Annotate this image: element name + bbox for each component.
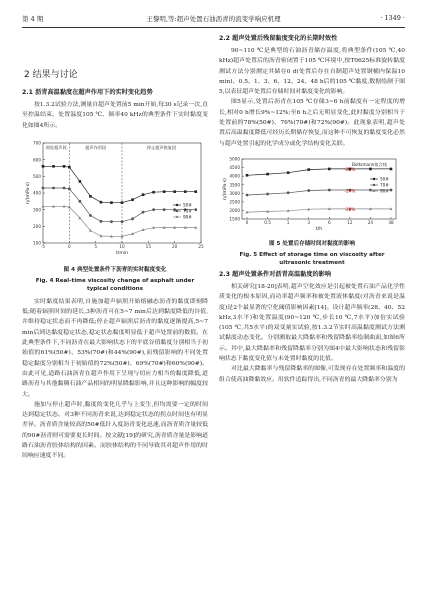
data-point [328, 168, 331, 171]
data-point [163, 190, 166, 193]
data-point [266, 193, 269, 196]
data-point [142, 211, 145, 214]
y-tick-label: 600 [33, 157, 41, 163]
data-point [142, 193, 145, 196]
data-point [287, 191, 290, 194]
y-axis-label: η/(mPa·s) [26, 182, 31, 204]
data-point [328, 189, 331, 192]
data-point [52, 165, 55, 168]
data-point [89, 214, 92, 217]
percent-change-label: -24% [344, 188, 356, 194]
legend-label: 50# [380, 176, 389, 182]
y-tick-label: 300 [33, 207, 41, 213]
x-tick-label: 3 [307, 219, 311, 225]
legend-label: 70# [380, 182, 389, 188]
x-axis-label: t/min [115, 250, 129, 256]
figure-5-caption-en: Fig. 5 Effect of storage time on viscosity after ultrasonic treatment [239, 251, 385, 266]
y-tick-label: 2000 [229, 207, 240, 213]
figure-5-chart [220, 153, 404, 237]
phase-label-ultrasonic: 超声作用段 [85, 144, 107, 150]
paragraph: 相关研究[18-20]表明,超声空化效应是引起被处置石油产品化学性质变化的根本原因,而功率超声频率和被处置液体黏度(对沥青来说是温度)是2个最显著的空化阈值影响因素[14]。设计超声频率(28、40、52 kHz,3水平)和处置温度(90~120 ℃,步长10 ℃,7水平)加倍实试验(105 ℃,共5水平)的双变量实试验,按1.3.2节实时高温黏度测试方法测试黏度动态变化。分别测取最大降黏率和残留降黏率绘制曲面,如图6所示。其中,最大降黏率和残留降黏率分别为图4中最大影响状态和残留影响状态下黏度变化值与未处置时黏度的比值。 [219, 283, 405, 363]
data-point [152, 208, 155, 211]
x-tick-label: 12 [347, 219, 353, 225]
data-point [287, 171, 290, 174]
x-tick-label: 0 [245, 219, 249, 225]
y-axis-label: η/(mPa·s) [223, 178, 228, 200]
figure-5-caption-cn: 图 5 处置后存储时间对黏度的影响 [268, 240, 356, 247]
x-tick-label: 5 [94, 243, 98, 249]
data-point [369, 168, 372, 171]
paragraph: 90~110 ℃是典型的石油沥青储存温度,将典型条件(105 ℃,40 kHz)超声处置后的沥青密闭置于105 ℃环境中,按T0625标准旋转黏度测试方法分别测定其储存0 d(处置后存在自制超声处置钢桶内保温10 min)、0.5、1、3、6、12、24、48 h后的105 ℃黏度,数据绘制于图5,以表征超声处置后存储时间对黏度变化的影响。 [219, 48, 405, 96]
data-point [131, 198, 134, 201]
y-tick-label: 400 [33, 190, 41, 196]
x-tick-label: 1 [286, 219, 290, 225]
x-tick-label: 0 [67, 243, 71, 249]
data-point [307, 168, 310, 171]
data-point [42, 165, 45, 168]
x-tick-label: 48 [388, 219, 394, 225]
y-tick-label: 200 [33, 223, 41, 229]
percent-change-label: -28% [344, 207, 356, 213]
data-point [63, 165, 66, 168]
figure-4-caption-cn: 图 4 典型处置条件下沥青的实时黏度变化 [63, 266, 167, 273]
legend-label: 70# [183, 208, 192, 214]
x-tick-label: 24 [367, 219, 374, 225]
y-tick-label: 4500 [229, 165, 240, 171]
data-point [246, 194, 249, 197]
y-tick-label: 700 [33, 140, 41, 146]
data-point [246, 174, 249, 177]
data-point [266, 173, 269, 176]
data-point [63, 186, 66, 189]
data-point [152, 191, 155, 194]
data-point [173, 190, 176, 193]
x-tick-label: 6 [327, 219, 331, 225]
series-line-90# [43, 206, 196, 236]
legend-label: 90# [183, 214, 192, 220]
data-point [194, 190, 197, 193]
x-tick-label: 25 [198, 243, 204, 249]
data-point [110, 201, 113, 204]
data-point [131, 217, 134, 220]
paragraph: 按1.3.2试验方法,测量自超声处置前5 min开始,每30 s记录一次,直至控温结束。处置温度105 ℃、频率40 kHz的典型条件下实时黏度变化如图4所示。 [22, 102, 208, 129]
data-point [390, 189, 393, 192]
right-column [219, 32, 405, 385]
y-tick-label: 500 [33, 173, 41, 179]
y-tick-label: 1500 [229, 216, 240, 222]
fit-line-label: Boltzmann拟合线 [352, 161, 387, 167]
x-tick-label: 10 [119, 243, 125, 249]
figure-4-caption-en: Fig. 4 Real-time viscosity change of asphalt under typical conditions [35, 277, 195, 292]
data-point [42, 186, 45, 189]
legend-marker [373, 190, 375, 192]
subsection-2-3-heading: 2.3 超声处置条件对沥青高温黏度的影响 [219, 270, 332, 278]
y-tick-label: 5000 [229, 156, 240, 162]
subsection-2-1-heading: 2.1 沥青高温黏度在超声作用下的实时变化趋势 [22, 89, 153, 96]
x-tick-label: 0.5 [264, 219, 271, 225]
x-axis-label: t/h [315, 226, 323, 232]
section-heading: 2 结果与讨论 [24, 70, 78, 80]
phase-label-pre: 预处超声段 [45, 144, 67, 150]
y-tick-label: 100 [33, 240, 41, 246]
subsection-2-2-heading: 2.2 超声处置后残留黏度变化的长期时效性 [219, 35, 338, 42]
y-tick-label: 3000 [229, 190, 240, 196]
legend-marker [176, 210, 178, 212]
data-point [184, 190, 187, 193]
data-point [110, 220, 113, 223]
data-point [173, 208, 176, 211]
data-point [100, 201, 103, 204]
y-tick-label: 4000 [229, 173, 240, 179]
data-point [390, 168, 393, 171]
issue-number: 第 4 期 [22, 15, 44, 23]
percent-change-label: -22% [344, 166, 356, 172]
legend-marker [176, 204, 178, 206]
left-column [22, 32, 208, 462]
page-number: · 1349 · [380, 14, 405, 22]
data-point [194, 208, 197, 211]
phase-label-recovery: 停止超声恢复段 [146, 144, 177, 150]
article-running-title: 王黎明,等:超声处置石油沥青的流变学响应机理 [146, 15, 281, 23]
legend-label: 50# [183, 202, 192, 208]
figure-4-chart [23, 135, 207, 263]
legend-marker [176, 216, 178, 218]
data-point [100, 220, 103, 223]
paragraph: 图5显示,处置后沥青在105 ℃存储3~6 h前黏度有一定程度的增长,相对0 h增长9%~12%;至6 h之后无明显变化,此时黏度分别相当于处置前的78%(50#)、76%(70#)和72%(90#)。此现象表明,超声处置后高温黏度降低可经历长期储存恢复,而这种不可恢复的黏度变化必然与超声处置引起的化学成分或化学结构变化关联。 [219, 99, 405, 147]
paragraph: 施加与停止超声时,黏度的变化几乎与上变生,但均需要一定的时间达到稳定状态。对3种不同沥青来说,达到稳定状态的拐点时间也有明显差异。沥青质含量较高的50#低针入度沥青变化迅速,而沥青质含量较低的90#沥青则可需要更长时间。按文献[19]的研究,沥青质含量是影响道路石油沥青胶体结构的因素。而胶体结构的不同导致其对超声作用的时间响应速度不同。 [22, 401, 208, 460]
y-tick-label: 2500 [229, 199, 240, 205]
data-point [307, 189, 310, 192]
data-point [52, 186, 55, 189]
data-point [163, 208, 166, 211]
series-line-70# [43, 188, 196, 222]
y-tick-label: 3500 [229, 182, 240, 188]
legend-marker [373, 184, 375, 186]
legend-marker [373, 178, 375, 180]
paragraph: 实时黏度结果表明,自施加超声辐照开始熔融态沥青的黏度即刻降低;随着辐照时间的延长,3种沥青可在5~7 min后达到黏度降低的谷值,并维持稳定状态而不再降低;停止超声辐照后沥青的黏度逐渐提高,5~7 min后到达黏度稳定状态,稳定状态黏度明显低于超声处置前的数值。在此典型条件下,不同沥青在最大影响状态下的平底谷值黏度分别相当于初始值的61%(50#)、53%(70#)和44%(90#),而残留影响的不同处置稳定黏度分别相当于初始值的72%(50#)、69%(70#)和60%(90#)。由此可见,道路石油沥青在超声作用下呈现与切应力相当的黏度降低,道路沥青与其他黏稠石油产品相同的明显降黏影响,并且这种影响的幅度较大。 [22, 298, 208, 398]
data-point [78, 200, 81, 203]
series-line-50# [43, 166, 196, 202]
paragraph: 对比最大降黏率与残留降黏率的图像,可发现存在处置频率和温度的组合使高油降黏效应。用软件追踪得出,不同沥青的最大降黏率分别为 [219, 366, 405, 383]
x-tick-label: -5 [40, 243, 46, 249]
legend-label: 90# [380, 188, 389, 194]
plot-frame [242, 159, 396, 219]
header-rule [22, 27, 405, 28]
running-header [22, 14, 405, 26]
x-tick-label: 20 [171, 243, 178, 249]
x-tick-label: 15 [145, 243, 152, 249]
data-point [89, 195, 92, 198]
data-point [79, 180, 82, 183]
